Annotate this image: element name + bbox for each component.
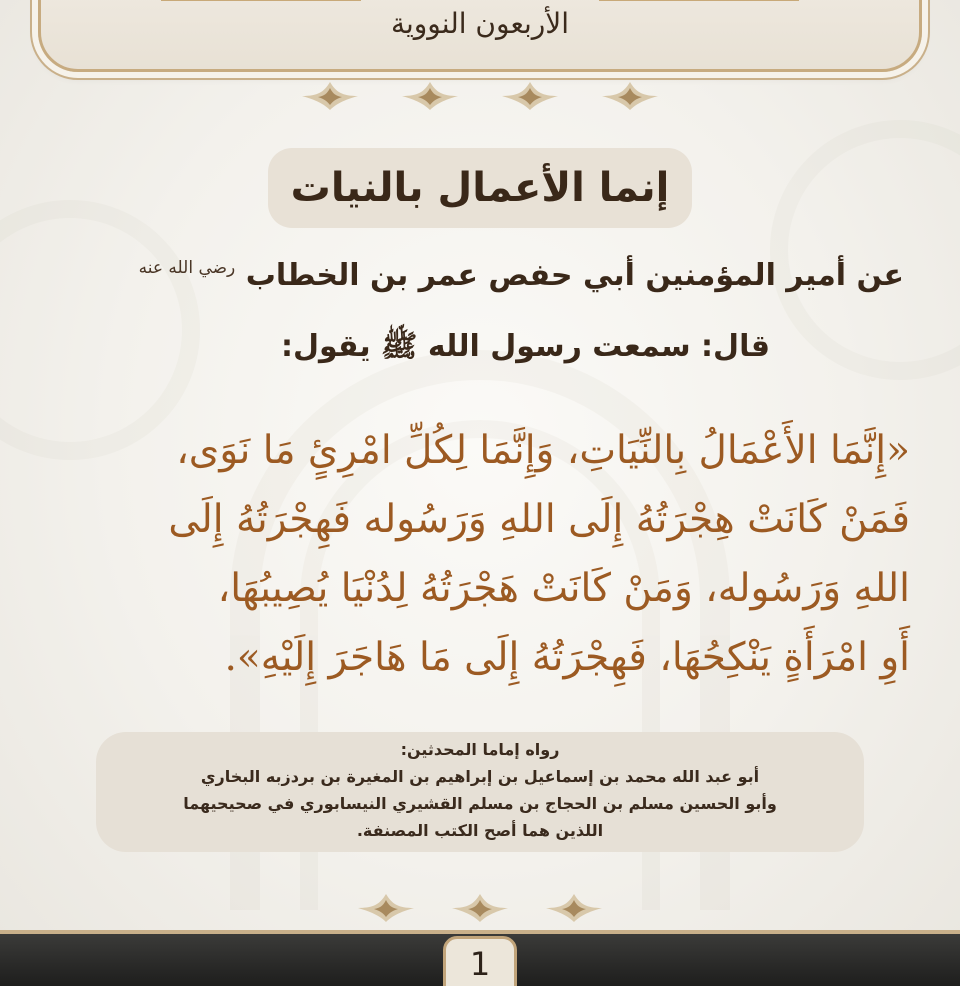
hadith-text-line: اللهِ وَرَسُوله، وَمَنْ كَانَتْ هَجْرَتُهُ لِدُنْيَا يُصِيبُهَا، (217, 566, 910, 611)
source-line: اللذين هما أصح الكتب المصنفة. (356, 821, 604, 840)
honorific-radi: رضي الله عنه (138, 258, 236, 278)
hadith-text-line: فَمَنْ كَانَتْ هِجْرَتُهُ إِلَى اللهِ وَرَسُوله فَهِجْرَتُهُ إِلَى (168, 497, 910, 542)
source-line: أبو عبد الله محمد بن إسماعيل بن إبراهيم بن المغيرة بن بردزبه البخاري (200, 767, 760, 786)
hadith-text-line: «إِنَّمَا الأَعْمَالُ بِالنِّيَاتِ، وَإِنَّمَا لِكُلِّ امْرِئٍ مَا نَوَى، (176, 428, 910, 473)
source-heading: رواه إماما المحدثين: (400, 740, 560, 759)
hadith-title-box (268, 148, 692, 228)
background-ornament-right (770, 120, 960, 380)
ornament-icon (498, 78, 562, 112)
book-header (38, 0, 922, 72)
ornament-icon (298, 78, 362, 112)
ornament-icon (398, 78, 462, 112)
narrator-line-2 (50, 328, 770, 371)
ornament-icon (448, 890, 512, 924)
top-ornaments (0, 78, 960, 112)
source-line: وأبو الحسين مسلم بن الحجاج بن مسلم القشيري النيسابوري في صحيحيهما (183, 794, 777, 813)
honorific-salla: ﷺ (381, 329, 418, 364)
narrator-line-1 (44, 258, 904, 293)
hadith-text-line: أَوِ امْرَأَةٍ يَنْكِحُهَا، فَهِجْرَتُهُ إِلَى مَا هَاجَرَ إِلَيْهِ». (224, 635, 910, 680)
ornament-icon (542, 890, 606, 924)
bottom-ornaments (0, 890, 960, 924)
hadith-title: إنما الأعمال بالنيات (290, 165, 670, 211)
ornament-icon (598, 78, 662, 112)
header-line-left (161, 0, 361, 1)
narrator-text: عن أمير المؤمنين أبي حفص عمر بن الخطاب (245, 258, 904, 293)
book-title: الأربعون النووية (390, 7, 570, 40)
source-box (96, 732, 864, 852)
page-number: 1 (443, 936, 517, 986)
ornament-icon (354, 890, 418, 924)
narrator-says: يقول: (280, 329, 371, 364)
header-line-right (599, 0, 799, 1)
narrator-said: قال: سمعت رسول الله (427, 329, 770, 364)
